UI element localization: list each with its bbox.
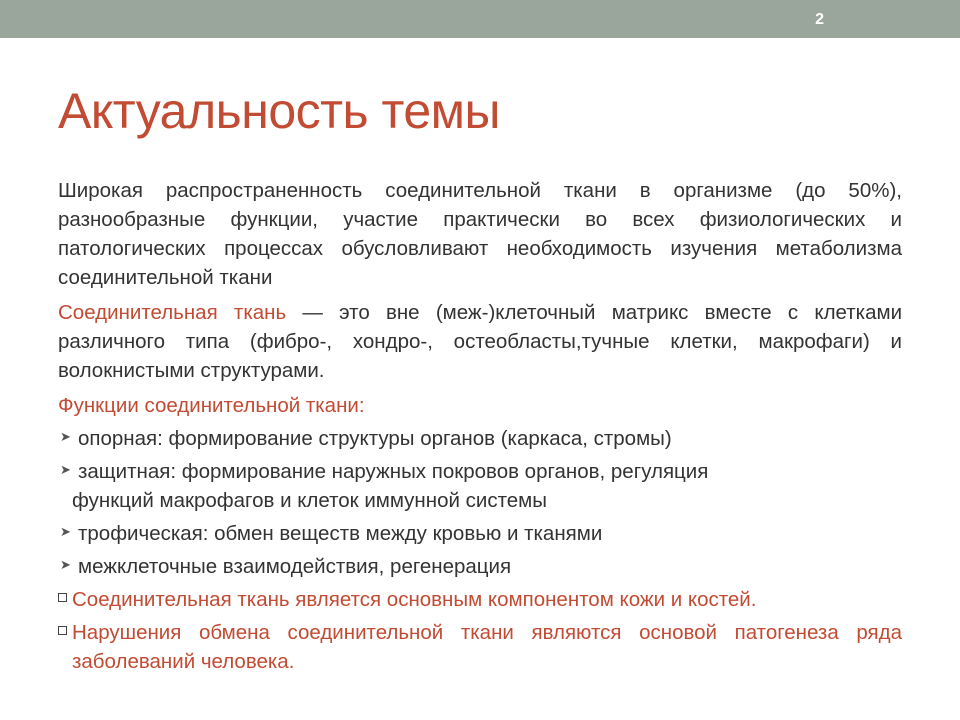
function-text: трофическая: обмен веществ между кровью и тканями bbox=[78, 522, 603, 545]
function-text: межклеточные взаимодействия, регенерация bbox=[78, 555, 512, 578]
slide-title: Актуальность темы bbox=[58, 83, 500, 139]
definition-term: Соединительная ткань bbox=[58, 301, 287, 324]
list-item bbox=[58, 457, 902, 515]
square-bullet-icon bbox=[58, 593, 67, 602]
function-text: опорная: формирование структуры органов (каркаса, стромы) bbox=[78, 427, 672, 450]
page-number: 2 bbox=[815, 11, 824, 28]
statement-text: Соединительная ткань является основным компонентом кожи и костей. bbox=[72, 588, 757, 611]
list-item bbox=[58, 552, 902, 581]
arrow-bullet-icon: ➤ bbox=[60, 462, 71, 477]
definition-text: — это вне (меж-)клеточный матрикс вместе с клетками различного типа (фибро-, хондро-, остеобласты,тучные клетки, макрофаги) и волокнистыми структурами. bbox=[58, 301, 903, 382]
top-bar bbox=[0, 0, 960, 38]
list-item bbox=[58, 519, 902, 548]
intro-paragraph: Широкая распространенность соединительной ткани в организме (до 50%), разнообразные функции, участие практически во всех физиологических и патологических процессах обусловливают необходимость изучения метаболизма соединительной ткани bbox=[58, 179, 902, 289]
statement-item bbox=[58, 585, 902, 614]
function-text-continued: функций макрофагов и клеток иммунной системы bbox=[72, 489, 547, 512]
functions-heading: Функции соединительной ткани: bbox=[58, 394, 365, 417]
definition-paragraph bbox=[58, 298, 902, 385]
functions-list bbox=[58, 424, 902, 581]
statement-item bbox=[58, 618, 902, 676]
list-item bbox=[58, 424, 902, 453]
statement-text: Нарушения обмена соединительной ткани являются основой патогенеза ряда заболеваний человека. bbox=[72, 621, 902, 673]
arrow-bullet-icon: ➤ bbox=[60, 524, 71, 539]
arrow-bullet-icon: ➤ bbox=[60, 429, 71, 444]
arrow-bullet-icon: ➤ bbox=[60, 557, 71, 572]
square-bullet-icon bbox=[58, 626, 67, 635]
slide-content bbox=[58, 176, 902, 680]
function-text: защитная: формирование наружных покровов органов, регуляция bbox=[78, 460, 709, 483]
